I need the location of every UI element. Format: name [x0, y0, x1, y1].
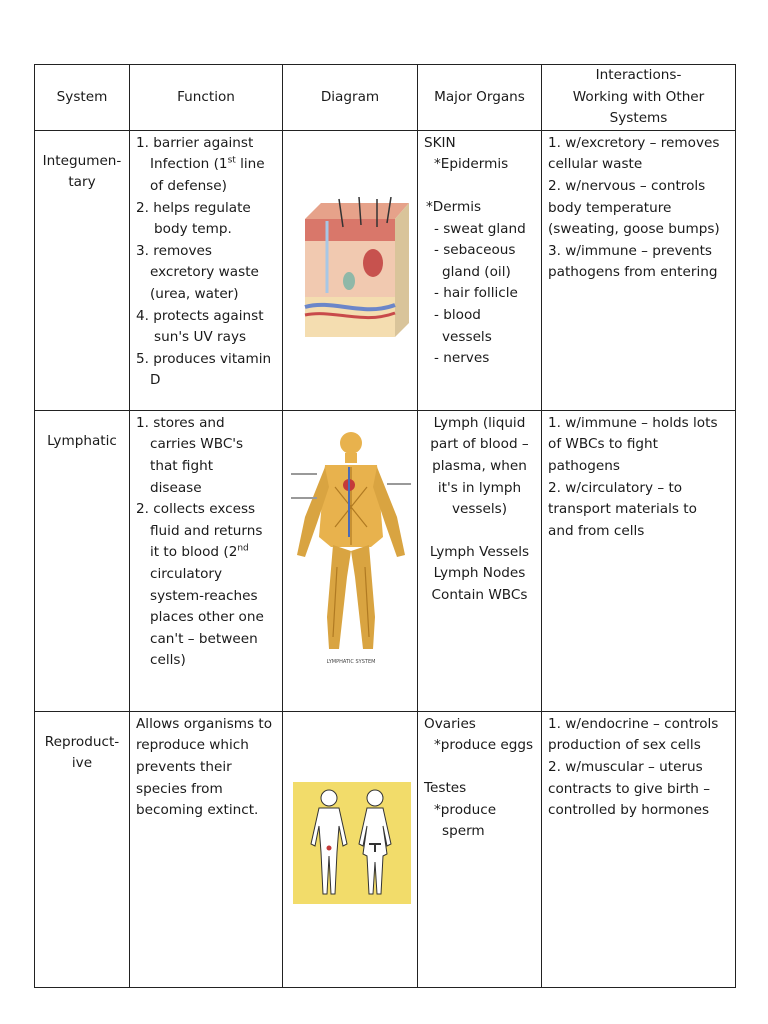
- interactions-cell: 1. w/immune – holds lots of WBCs to fight pathogens 2. w/circulatory – to transport materials to and from cells: [542, 410, 736, 711]
- header-diagram: Diagram: [283, 65, 418, 131]
- header-row: [35, 65, 736, 131]
- header-organs: Major Organs: [418, 65, 542, 131]
- system-cell: Lymphatic: [35, 410, 130, 711]
- header-interactions: Interactions- Working with Other Systems: [542, 65, 736, 131]
- function-cell: Allows organisms to reproduce which prevents their species from becoming extinct.: [130, 711, 283, 987]
- male-female-outline-diagram: [293, 782, 411, 904]
- interactions-cell: 1. w/excretory – removes cellular waste 2. w/nervous – controls body temperature (sweating, goose bumps) 3. w/immune – prevents pathogens from entering: [542, 130, 736, 410]
- system-cell: Integumen- tary: [35, 130, 130, 410]
- skin-cross-section-diagram: [303, 197, 413, 347]
- table-row: [35, 130, 736, 410]
- function-cell: 1. barrier against Infection (1st line of defense) 2. helps regulate body temp. 3. removes excretory waste (urea, water) 4. protects against sun's UV rays 5. produces vitamin D: [130, 130, 283, 410]
- header-system: System: [35, 65, 130, 131]
- organs-cell: SKIN *Epidermis *Dermis - sweat gland - sebaceous gland (oil) - hair follicle - blood vessels - nerves: [418, 130, 542, 410]
- header-function: Function: [130, 65, 283, 131]
- system-cell: Reproduct- ive: [35, 711, 130, 987]
- lymphatic-diagram-label: LYMPHATIC SYSTEM: [326, 658, 376, 665]
- table-row: [35, 410, 736, 711]
- table-row: [35, 711, 736, 987]
- interactions-cell: 1. w/endocrine – controls production of sex cells 2. w/muscular – uterus contracts to give birth – controlled by hormones: [542, 711, 736, 987]
- diagram-cell: [283, 410, 418, 711]
- diagram-cell: [283, 130, 418, 410]
- lymphatic-body-diagram: [291, 427, 411, 667]
- organs-cell: Lymph (liquid part of blood – plasma, when it's in lymph vessels) Lymph Vessels Lymph Nodes Contain WBCs: [418, 410, 542, 711]
- function-cell: 1. stores and carries WBC's that fight disease 2. collects excess fluid and returns it to blood (2nd circulatory system-reaches places other one can't – between cells): [130, 410, 283, 711]
- organs-cell: Ovaries *produce eggs Testes *produce sperm: [418, 711, 542, 987]
- systems-table: [34, 64, 736, 988]
- diagram-cell: [283, 711, 418, 987]
